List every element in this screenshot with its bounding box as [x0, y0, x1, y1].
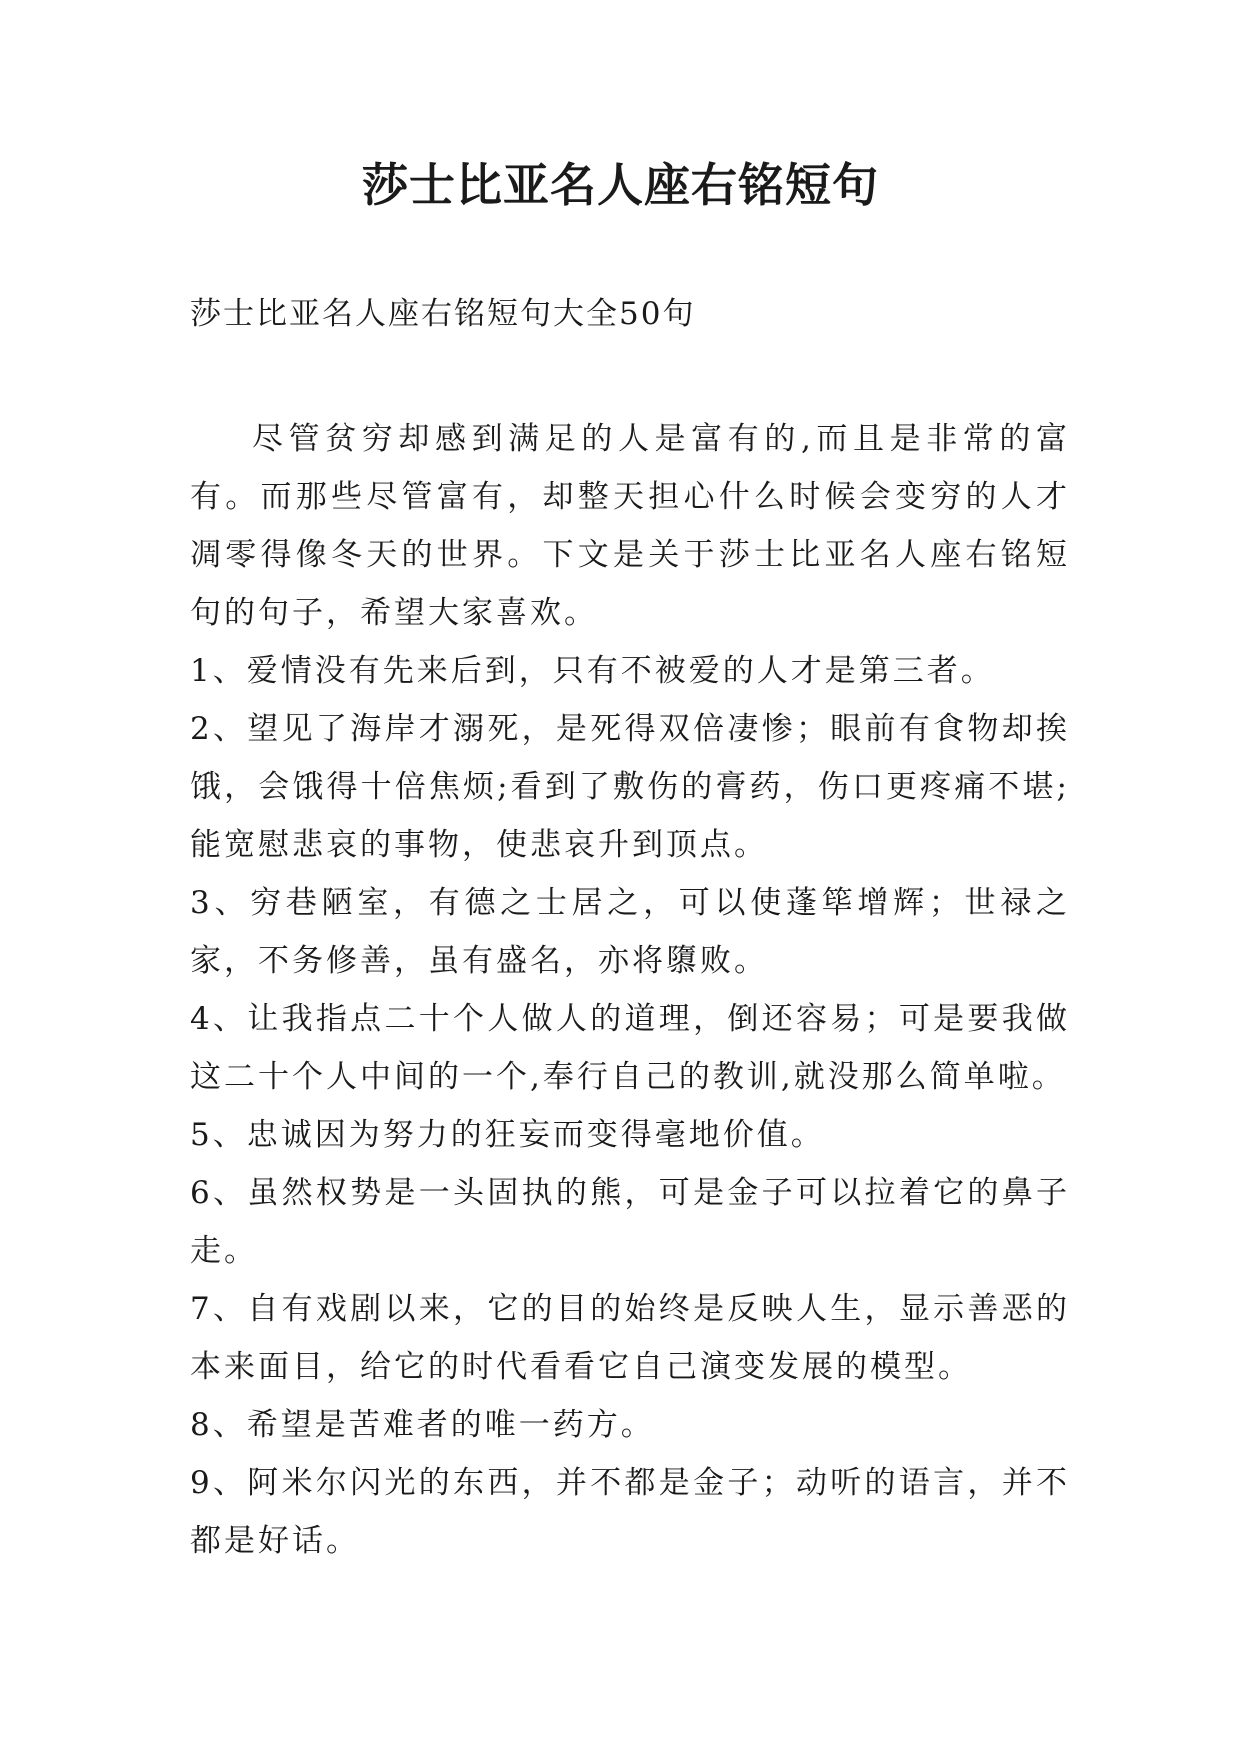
quote-item: 3、穷巷陋室，有德之士居之，可以使蓬筚增辉；世禄之家，不务修善，虽有盛名，亦将隳败。 — [190, 885, 1070, 979]
quote-item: 7、自有戏剧以来，它的目的始终是反映人生，显示善恶的本来面目，给它的时代看看它自己演变发展的模型。 — [190, 1291, 1070, 1385]
quote-item: 5、忠诚因为努力的狂妄而变得毫地价值。 — [190, 1117, 825, 1153]
quote-item: 6、虽然权势是一头固执的熊，可是金子可以拉着它的鼻子走。 — [190, 1175, 1070, 1269]
quote-item: 8、希望是苦难者的唯一药方。 — [190, 1407, 655, 1443]
document-body — [190, 410, 1070, 1570]
intro-paragraph: 尽管贫穷却感到满足的人是富有的,而且是非常的富有。而那些尽管富有，却整天担心什么时候会变穷的人才凋零得像冬天的世界。下文是关于莎士比亚名人座右铭短句的句子，希望大家喜欢。 — [190, 421, 1070, 631]
quote-item: 1、爱情没有先来后到，只有不被爱的人才是第三者。 — [190, 653, 995, 689]
document-subtitle: 莎士比亚名人座右铭短句大全50句 — [190, 296, 696, 332]
quote-item: 9、阿米尔闪光的东西，并不都是金子；动听的语言，并不都是好话。 — [190, 1465, 1070, 1559]
quote-item: 4、让我指点二十个人做人的道理，倒还容易；可是要我做这二十个人中间的一个,奉行自己的教训,就没那么简单啦。 — [190, 1001, 1070, 1095]
quote-item: 2、望见了海岸才溺死，是死得双倍凄惨；眼前有食物却挨饿，会饿得十倍焦烦;看到了敷伤的膏药，伤口更疼痛不堪;能宽慰悲哀的事物，使悲哀升到顶点。 — [190, 711, 1070, 863]
page-title: 莎士比亚名人座右铭短句 — [362, 158, 879, 212]
